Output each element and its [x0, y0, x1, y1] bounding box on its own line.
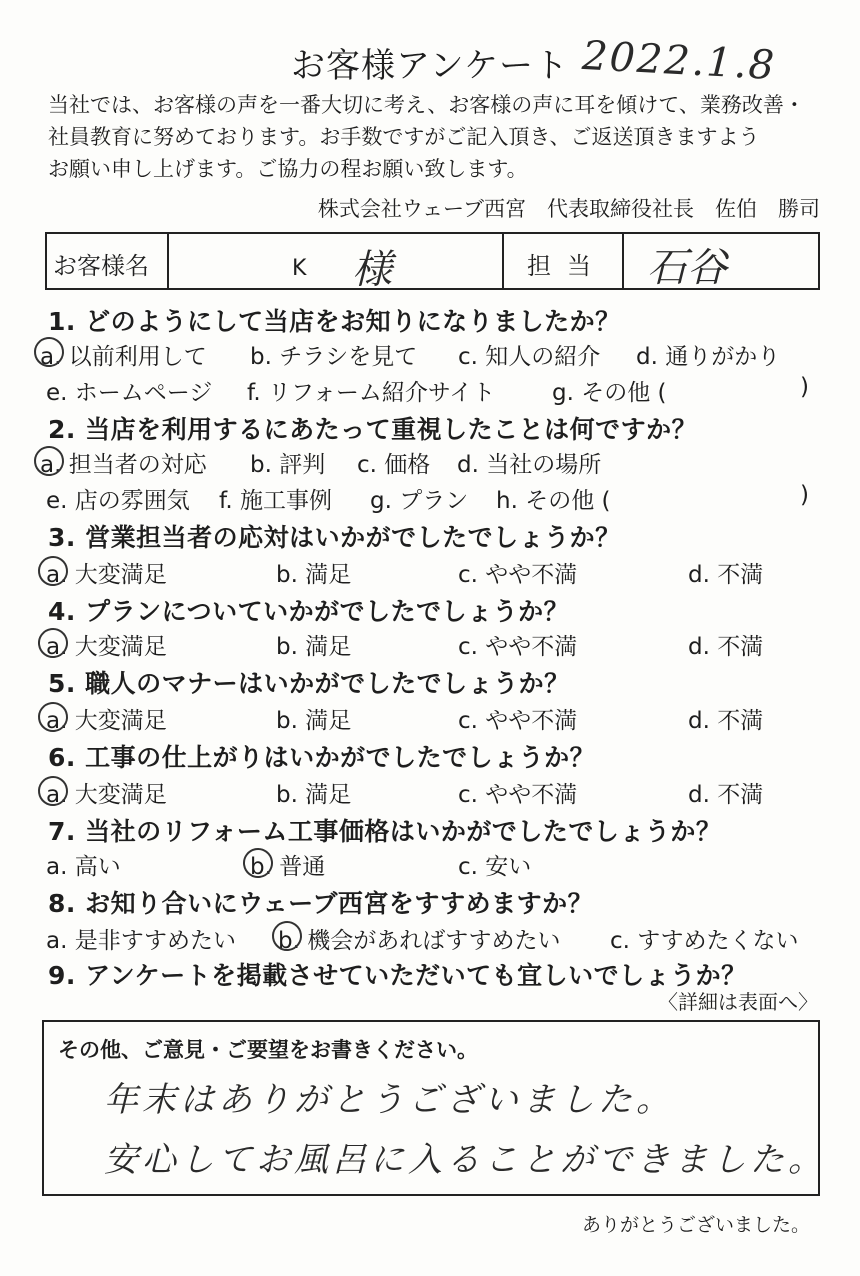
customer-initial: K	[292, 256, 307, 281]
option-2b[interactable]: b. 評判	[250, 452, 326, 478]
option-6d[interactable]: d. 不満	[688, 782, 764, 808]
question-3: 3. 営業担当者の応対はいかがでしたでしょうか？	[48, 523, 621, 552]
option-7c[interactable]: c. 安い	[458, 854, 532, 880]
customer-name-label: お客様名	[53, 252, 149, 280]
option-5c[interactable]: c. やや不満	[458, 708, 578, 734]
comment-box	[42, 1020, 826, 1196]
option-8c[interactable]: c. すすめたくない	[610, 928, 799, 954]
staff-name: 石谷	[647, 245, 727, 291]
question-8: 8. お知り合いにウェーブ西宮をすすめますか？	[48, 889, 594, 918]
customer-honorific: 様	[352, 247, 392, 293]
question-6: 6. 工事の仕上がりはいかがでしたでしょうか？	[48, 743, 596, 772]
paren-close: )	[800, 482, 809, 508]
option-3b[interactable]: b. 満足	[276, 562, 352, 588]
comment-prompt: その他、ご意見・ご要望をお書きください。	[58, 1038, 478, 1062]
cell-divider	[167, 234, 169, 288]
option-1b[interactable]: b. チラシを見て	[250, 344, 418, 370]
cell-divider	[502, 234, 504, 288]
option-7a[interactable]: a. 高い	[46, 854, 121, 880]
option-1g[interactable]: g. その他 (	[552, 380, 667, 406]
option-6b[interactable]: b. 満足	[276, 782, 352, 808]
option-3a[interactable]: a. 大変満足	[46, 562, 167, 588]
option-1f[interactable]: f. リフォーム紹介サイト	[247, 380, 496, 406]
option-2f[interactable]: f. 施工事例	[219, 488, 333, 514]
detail-note: 〈詳細は表面へ〉	[658, 990, 818, 1014]
option-2c[interactable]: c. 価格	[357, 452, 431, 478]
question-5: 5. 職人のマナーはいかがでしたでしょうか？	[48, 669, 570, 698]
question-1: 1. どのようにして当店をお知りになりましたか？	[48, 307, 621, 336]
question-9: 9. アンケートを掲載させていただいても宜しいでしょうか？	[48, 961, 747, 990]
option-4a[interactable]: a. 大変満足	[46, 634, 167, 660]
closing-text: ありがとうございました。	[581, 1214, 810, 1236]
customer-info-table	[45, 232, 820, 293]
option-5d[interactable]: d. 不満	[688, 708, 764, 734]
page-title: お客様アンケート	[291, 46, 569, 86]
option-2a[interactable]: a. 担当者の対応	[40, 452, 207, 478]
option-1a[interactable]: a. 以前利用して	[40, 344, 207, 370]
option-1e[interactable]: e. ホームページ	[46, 380, 213, 406]
handwritten-date: 2022.1.8	[580, 32, 778, 90]
option-2d[interactable]: d. 当社の場所	[457, 452, 602, 478]
option-1d[interactable]: d. 通りがかり	[636, 344, 781, 370]
option-2h[interactable]: h. その他 (	[496, 488, 611, 514]
option-3d[interactable]: d. 不満	[688, 562, 764, 588]
intro-line: 社員教育に努めております。お手数ですがご記入頂き、ご返送頂きますよう	[48, 125, 760, 149]
option-8b[interactable]: b. 機会があればすすめたい	[278, 928, 561, 954]
question-7: 7. 当社のリフォーム工事価格はいかがでしたでしょうか？	[48, 817, 722, 846]
intro-line: お願い申し上げます。ご協力の程お願い致します。	[48, 157, 528, 181]
option-6c[interactable]: c. やや不満	[458, 782, 578, 808]
cell-divider	[622, 234, 624, 288]
option-4b[interactable]: b. 満足	[276, 634, 352, 660]
option-4c[interactable]: c. やや不満	[458, 634, 578, 660]
option-6a[interactable]: a. 大変満足	[46, 782, 167, 808]
option-4d[interactable]: d. 不満	[688, 634, 764, 660]
option-1c[interactable]: c. 知人の紹介	[458, 344, 601, 370]
comment-line: 年末はありがとうございました。	[104, 1080, 674, 1120]
option-7b[interactable]: b. 普通	[250, 854, 326, 880]
option-2g[interactable]: g. プラン	[370, 488, 469, 514]
option-3c[interactable]: c. やや不満	[458, 562, 578, 588]
option-2e[interactable]: e. 店の雰囲気	[46, 488, 190, 514]
option-5a[interactable]: a. 大変満足	[46, 708, 167, 734]
comment-line: 安心してお風呂に入ることができました。	[104, 1140, 826, 1180]
option-8a[interactable]: a. 是非すすめたい	[46, 928, 236, 954]
intro-line: 当社では、お客様の声を一番大切に考え、お客様の声に耳を傾けて、業務改善・	[48, 93, 805, 117]
company-signature: 株式会社ウェーブ西宮 代表取締役社長 佐伯 勝司	[317, 197, 820, 221]
question-4: 4. プランについていかがでしたでしょうか？	[48, 597, 570, 626]
option-5b[interactable]: b. 満足	[276, 708, 352, 734]
question-2: 2. 当店を利用するにあたって重視したことは何ですか？	[48, 415, 698, 444]
staff-label: 担当	[527, 252, 607, 280]
paren-close: )	[800, 374, 809, 400]
